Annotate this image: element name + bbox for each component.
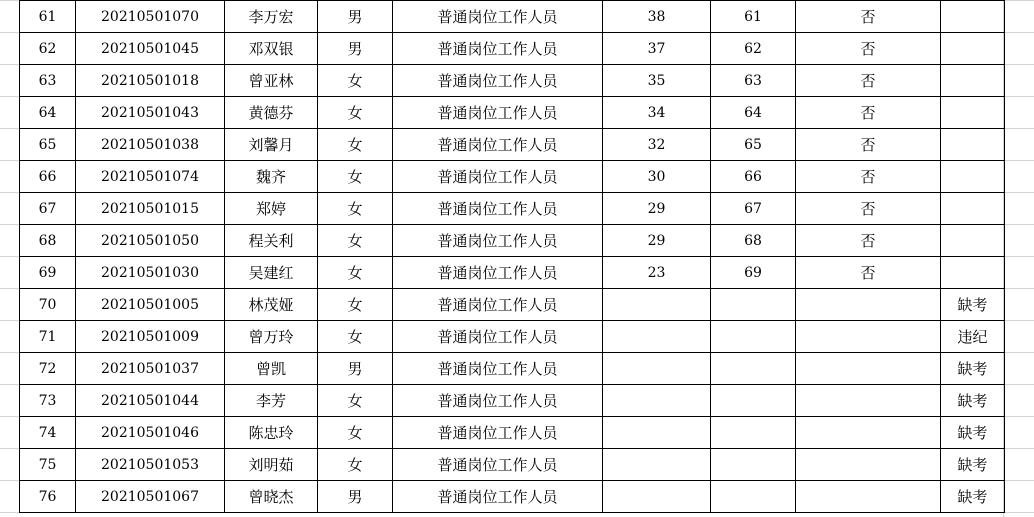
cell-gender[interactable]: 女 [318, 417, 393, 449]
cell-rank[interactable]: 66 [711, 161, 796, 193]
cell-name[interactable]: 魏齐 [225, 161, 318, 193]
cell-score[interactable]: 23 [603, 257, 711, 289]
cell-name[interactable]: 曾晓杰 [225, 481, 318, 513]
table-row [20, 417, 1005, 449]
cell-remark[interactable] [941, 129, 1005, 161]
cell-name[interactable]: 郑婷 [225, 193, 318, 225]
cell-remark[interactable]: 缺考 [941, 385, 1005, 417]
cell-interview[interactable]: 否 [796, 129, 941, 161]
cell-number[interactable]: 69 [20, 257, 76, 289]
cell-gender[interactable]: 女 [318, 65, 393, 97]
cell-exam-id[interactable]: 20210501037 [76, 353, 225, 385]
cell-position[interactable]: 普通岗位工作人员 [393, 97, 603, 129]
cell-rank[interactable] [711, 353, 796, 385]
cell-position[interactable]: 普通岗位工作人员 [393, 257, 603, 289]
table-row [20, 385, 1005, 417]
cell-number[interactable]: 70 [20, 289, 76, 321]
cell-number[interactable]: 68 [20, 225, 76, 257]
cell-exam-id[interactable]: 20210501050 [76, 225, 225, 257]
cell-remark[interactable] [941, 65, 1005, 97]
cell-interview[interactable]: 否 [796, 193, 941, 225]
cell-position[interactable]: 普通岗位工作人员 [393, 33, 603, 65]
results-table [19, 0, 1005, 513]
table-row [20, 129, 1005, 161]
cell-name[interactable]: 曾亚林 [225, 65, 318, 97]
cell-rank[interactable]: 61 [711, 1, 796, 33]
cell-interview[interactable]: 否 [796, 97, 941, 129]
cell-gender[interactable]: 女 [318, 225, 393, 257]
cell-position[interactable]: 普通岗位工作人员 [393, 65, 603, 97]
cell-exam-id[interactable]: 20210501009 [76, 321, 225, 353]
cell-number[interactable]: 76 [20, 481, 76, 513]
table-row [20, 97, 1005, 129]
cell-position[interactable]: 普通岗位工作人员 [393, 321, 603, 353]
cell-score[interactable] [603, 417, 711, 449]
cell-name[interactable]: 李万宏 [225, 1, 318, 33]
table-row [20, 321, 1005, 353]
cell-rank[interactable]: 62 [711, 33, 796, 65]
table-row [20, 193, 1005, 225]
cell-rank[interactable]: 69 [711, 257, 796, 289]
cell-name[interactable]: 曾万玲 [225, 321, 318, 353]
cell-position[interactable]: 普通岗位工作人员 [393, 417, 603, 449]
cell-rank[interactable]: 67 [711, 193, 796, 225]
cell-exam-id[interactable]: 20210501005 [76, 289, 225, 321]
cell-score[interactable]: 32 [603, 129, 711, 161]
cell-rank[interactable] [711, 289, 796, 321]
table-row [20, 449, 1005, 481]
cell-interview[interactable] [796, 417, 941, 449]
cell-gender[interactable]: 男 [318, 481, 393, 513]
cell-score[interactable] [603, 449, 711, 481]
cell-rank[interactable] [711, 481, 796, 513]
cell-remark[interactable]: 缺考 [941, 353, 1005, 385]
cell-remark[interactable] [941, 33, 1005, 65]
cell-exam-id[interactable]: 20210501038 [76, 129, 225, 161]
cell-gender[interactable]: 女 [318, 289, 393, 321]
cell-exam-id[interactable]: 20210501018 [76, 65, 225, 97]
cell-name[interactable]: 吴建红 [225, 257, 318, 289]
cell-number[interactable]: 75 [20, 449, 76, 481]
cell-rank[interactable] [711, 449, 796, 481]
cell-gender[interactable]: 女 [318, 161, 393, 193]
cell-number[interactable]: 64 [20, 97, 76, 129]
cell-score[interactable] [603, 289, 711, 321]
cell-position[interactable]: 普通岗位工作人员 [393, 353, 603, 385]
cell-remark[interactable]: 缺考 [941, 417, 1005, 449]
cell-remark[interactable]: 违纪 [941, 321, 1005, 353]
cell-rank[interactable] [711, 321, 796, 353]
table-row [20, 33, 1005, 65]
cell-remark[interactable]: 缺考 [941, 449, 1005, 481]
cell-interview[interactable] [796, 481, 941, 513]
cell-number[interactable]: 62 [20, 33, 76, 65]
cell-interview[interactable]: 否 [796, 65, 941, 97]
cell-name[interactable]: 黄德芬 [225, 97, 318, 129]
cell-position[interactable]: 普通岗位工作人员 [393, 161, 603, 193]
cell-number[interactable]: 63 [20, 65, 76, 97]
cell-name[interactable]: 刘馨月 [225, 129, 318, 161]
cell-score[interactable] [603, 321, 711, 353]
cell-gender[interactable]: 男 [318, 33, 393, 65]
cell-position[interactable]: 普通岗位工作人员 [393, 481, 603, 513]
cell-score[interactable] [603, 353, 711, 385]
cell-score[interactable]: 38 [603, 1, 711, 33]
cell-interview[interactable] [796, 353, 941, 385]
cell-score[interactable]: 35 [603, 65, 711, 97]
cell-position[interactable]: 普通岗位工作人员 [393, 1, 603, 33]
cell-gender[interactable]: 女 [318, 129, 393, 161]
cell-rank[interactable]: 64 [711, 97, 796, 129]
cell-remark[interactable] [941, 1, 1005, 33]
cell-name[interactable]: 邓双银 [225, 33, 318, 65]
cell-exam-id[interactable]: 20210501067 [76, 481, 225, 513]
cell-remark[interactable] [941, 193, 1005, 225]
cell-remark[interactable] [941, 97, 1005, 129]
cell-position[interactable]: 普通岗位工作人员 [393, 449, 603, 481]
cell-position[interactable]: 普通岗位工作人员 [393, 385, 603, 417]
cell-number[interactable]: 67 [20, 193, 76, 225]
table-row [20, 225, 1005, 257]
cell-exam-id[interactable]: 20210501074 [76, 161, 225, 193]
cell-score[interactable] [603, 481, 711, 513]
cell-exam-id[interactable]: 20210501043 [76, 97, 225, 129]
cell-exam-id[interactable]: 20210501045 [76, 33, 225, 65]
table-row [20, 161, 1005, 193]
cell-gender[interactable]: 女 [318, 193, 393, 225]
cell-interview[interactable]: 否 [796, 161, 941, 193]
cell-position[interactable]: 普通岗位工作人员 [393, 129, 603, 161]
cell-gender[interactable]: 女 [318, 257, 393, 289]
cell-exam-id[interactable]: 20210501044 [76, 385, 225, 417]
cell-gender[interactable]: 女 [318, 449, 393, 481]
table-row [20, 289, 1005, 321]
cell-score[interactable]: 30 [603, 161, 711, 193]
cell-position[interactable]: 普通岗位工作人员 [393, 225, 603, 257]
cell-gender[interactable]: 男 [318, 1, 393, 33]
cell-number[interactable]: 74 [20, 417, 76, 449]
cell-exam-id[interactable]: 20210501030 [76, 257, 225, 289]
cell-number[interactable]: 71 [20, 321, 76, 353]
cell-exam-id[interactable]: 20210501046 [76, 417, 225, 449]
cell-name[interactable]: 陈忠玲 [225, 417, 318, 449]
cell-remark[interactable]: 缺考 [941, 289, 1005, 321]
cell-remark[interactable] [941, 225, 1005, 257]
cell-remark[interactable] [941, 161, 1005, 193]
cell-name[interactable]: 程关利 [225, 225, 318, 257]
cell-exam-id[interactable]: 20210501070 [76, 1, 225, 33]
table-row [20, 353, 1005, 385]
cell-position[interactable]: 普通岗位工作人员 [393, 289, 603, 321]
table-row [20, 481, 1005, 513]
cell-interview[interactable] [796, 385, 941, 417]
cell-name[interactable]: 林茂娅 [225, 289, 318, 321]
table-row [20, 65, 1005, 97]
table-row [20, 1, 1005, 33]
cell-gender[interactable]: 男 [318, 353, 393, 385]
cell-number[interactable]: 73 [20, 385, 76, 417]
cell-rank[interactable]: 65 [711, 129, 796, 161]
cell-exam-id[interactable]: 20210501053 [76, 449, 225, 481]
cell-number[interactable]: 66 [20, 161, 76, 193]
cell-remark[interactable] [941, 257, 1005, 289]
gridlines-left [0, 0, 19, 517]
cell-gender[interactable]: 女 [318, 385, 393, 417]
cell-exam-id[interactable]: 20210501015 [76, 193, 225, 225]
cell-score[interactable]: 37 [603, 33, 711, 65]
cell-name[interactable]: 曾凯 [225, 353, 318, 385]
cell-rank[interactable]: 68 [711, 225, 796, 257]
gridlines-right [1003, 0, 1034, 517]
table-row [20, 257, 1005, 289]
cell-name[interactable]: 刘明茹 [225, 449, 318, 481]
cell-interview[interactable] [796, 289, 941, 321]
cell-interview[interactable]: 否 [796, 257, 941, 289]
table-body [20, 1, 1005, 513]
cell-rank[interactable]: 63 [711, 65, 796, 97]
cell-interview[interactable]: 否 [796, 1, 941, 33]
cell-score[interactable]: 29 [603, 193, 711, 225]
cell-number[interactable]: 65 [20, 129, 76, 161]
cell-number[interactable]: 61 [20, 1, 76, 33]
cell-gender[interactable]: 女 [318, 321, 393, 353]
cell-score[interactable]: 34 [603, 97, 711, 129]
cell-remark[interactable]: 缺考 [941, 481, 1005, 513]
cell-interview[interactable]: 否 [796, 225, 941, 257]
cell-position[interactable]: 普通岗位工作人员 [393, 193, 603, 225]
cell-gender[interactable]: 女 [318, 97, 393, 129]
cell-score[interactable]: 29 [603, 225, 711, 257]
cell-number[interactable]: 72 [20, 353, 76, 385]
cell-name[interactable]: 李芳 [225, 385, 318, 417]
cell-interview[interactable] [796, 449, 941, 481]
cell-rank[interactable] [711, 385, 796, 417]
cell-interview[interactable] [796, 321, 941, 353]
cell-rank[interactable] [711, 417, 796, 449]
cell-interview[interactable]: 否 [796, 33, 941, 65]
cell-score[interactable] [603, 385, 711, 417]
